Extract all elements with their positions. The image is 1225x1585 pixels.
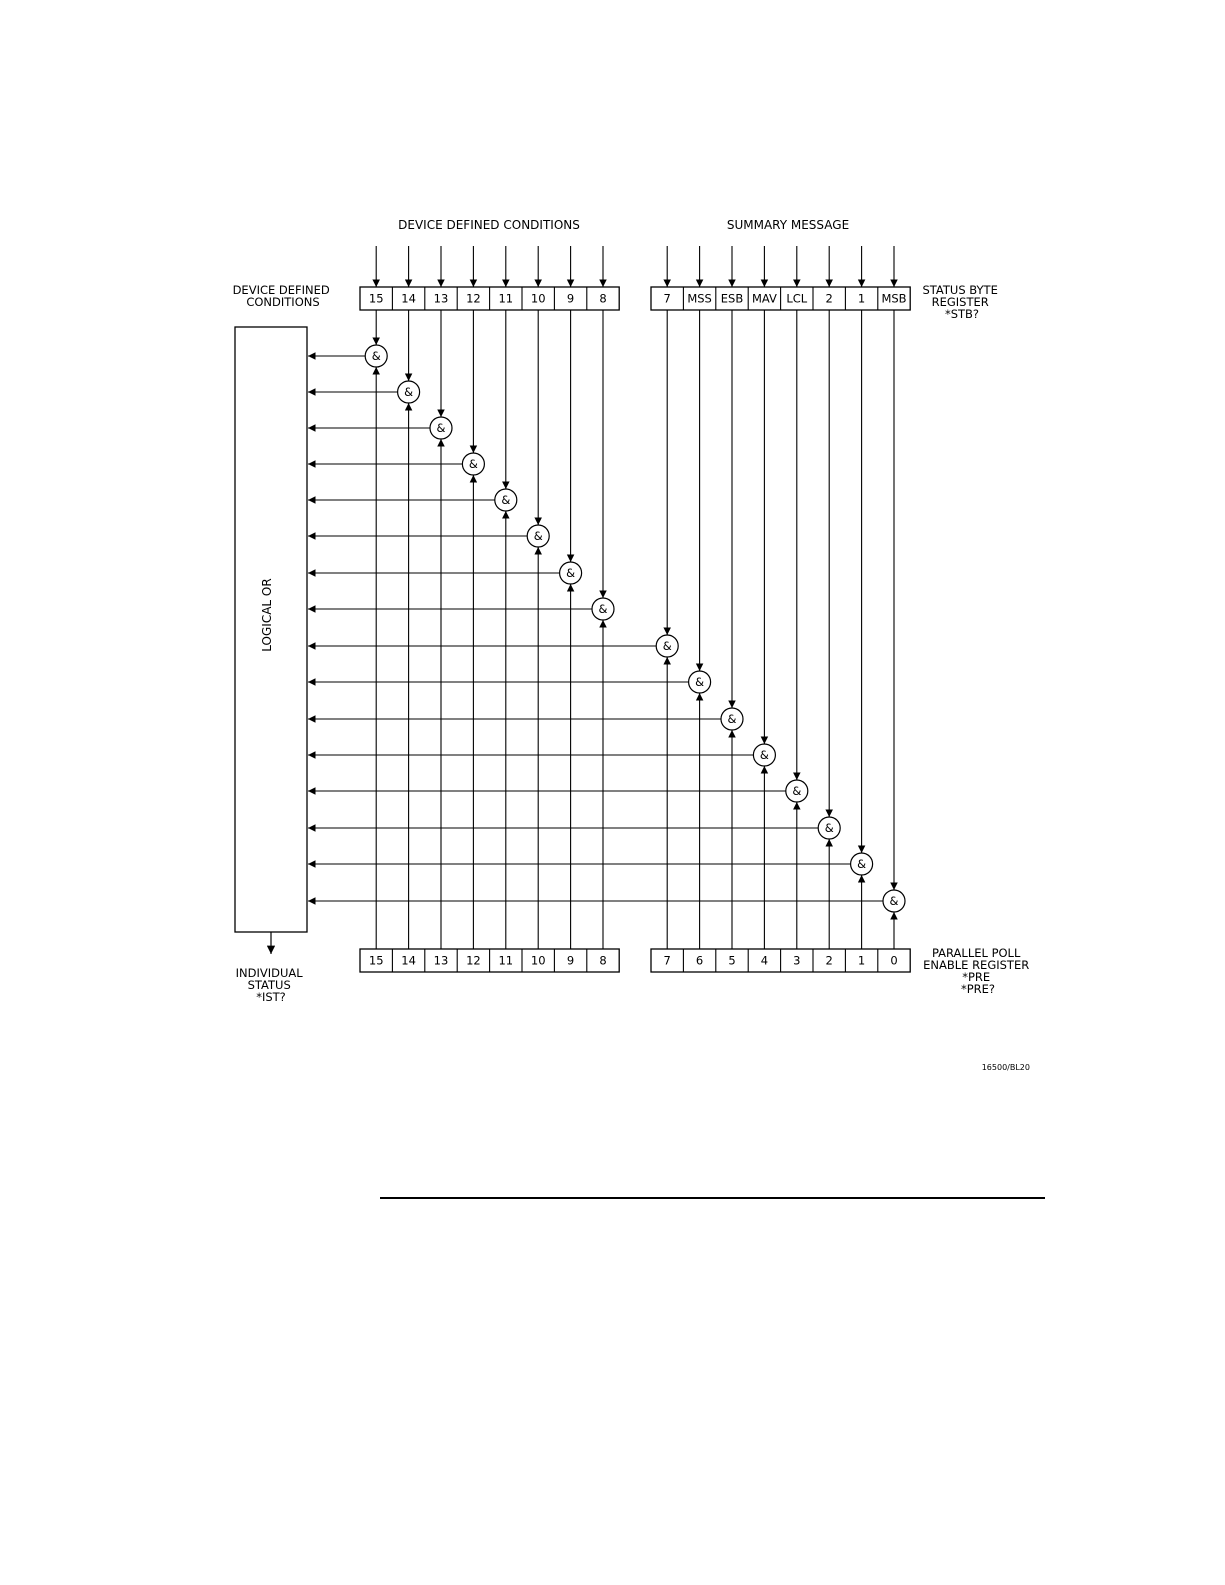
status-byte-bit-cell: 10 bbox=[530, 291, 546, 306]
status-byte-bit-cell: 9 bbox=[566, 291, 575, 306]
enable-bit-cell: 6 bbox=[695, 953, 704, 968]
enable-bit-cell: 1 bbox=[857, 953, 866, 968]
enable-bit-cell: 2 bbox=[825, 953, 833, 968]
logical-or-label: LOGICAL OR bbox=[260, 578, 274, 652]
enable-bit-cell: 10 bbox=[530, 953, 546, 968]
device-defined-conditions-label: DEVICE DEFINED CONDITIONS bbox=[232, 283, 330, 309]
and-gate-symbol: & bbox=[533, 529, 543, 543]
and-gate-symbol: & bbox=[404, 385, 414, 399]
status-byte-bit-cell: 14 bbox=[401, 291, 416, 306]
status-byte-bit-cell: MAV bbox=[751, 291, 777, 306]
and-gate-symbol: & bbox=[727, 712, 737, 726]
status-byte-bit-cell: 12 bbox=[466, 291, 481, 306]
status-byte-register-label: STATUS BYTE REGISTER *STB? bbox=[922, 283, 998, 321]
status-byte-register-high bbox=[360, 287, 619, 310]
and-gate-symbol: & bbox=[695, 675, 705, 689]
and-gate-symbol: & bbox=[662, 639, 672, 653]
and-gates bbox=[365, 345, 905, 912]
enable-register-low bbox=[651, 949, 910, 972]
and-gate-symbol: & bbox=[436, 421, 446, 435]
summary-message-heading: SUMMARY MESSAGE bbox=[726, 218, 850, 232]
and-gate-symbol: & bbox=[598, 602, 608, 616]
enable-bit-cell: 11 bbox=[498, 953, 514, 968]
status-byte-register-low bbox=[651, 287, 910, 310]
status-byte-bit-cell: 8 bbox=[599, 291, 607, 306]
enable-bit-cell: 4 bbox=[760, 953, 769, 968]
status-byte-bit-cell: 13 bbox=[433, 291, 449, 306]
status-byte-bit-cell: ESB bbox=[720, 291, 744, 306]
and-gate-symbol: & bbox=[824, 821, 834, 835]
signal-wires bbox=[308, 246, 894, 949]
enable-bit-cell: 9 bbox=[566, 953, 575, 968]
and-gate-symbol: & bbox=[792, 784, 802, 798]
enable-bit-cell: 7 bbox=[663, 953, 671, 968]
and-gate-symbol: & bbox=[468, 457, 478, 471]
enable-bit-cell: 3 bbox=[793, 953, 801, 968]
status-byte-bit-cell: MSS bbox=[687, 291, 712, 306]
and-gate-symbol: & bbox=[889, 894, 899, 908]
and-gate-symbol: & bbox=[501, 493, 511, 507]
figure-id: 16500/BL20 bbox=[981, 1063, 1030, 1072]
individual-status-label: INDIVIDUAL STATUS *IST? bbox=[235, 966, 303, 1004]
enable-register-high bbox=[360, 949, 619, 972]
enable-bit-cell: 12 bbox=[466, 953, 481, 968]
status-byte-bit-cell: MSB bbox=[881, 291, 907, 306]
parallel-poll-enable-register-label: PARALLEL POLL ENABLE REGISTER *PRE *PRE? bbox=[923, 946, 1030, 996]
enable-bit-cell: 8 bbox=[599, 953, 607, 968]
status-byte-bit-cell: 15 bbox=[368, 291, 384, 306]
page-rule bbox=[380, 1197, 1045, 1199]
status-byte-bit-cell: 7 bbox=[663, 291, 671, 306]
enable-bit-cell: 15 bbox=[368, 953, 384, 968]
status-byte-bit-cell: LCL bbox=[786, 291, 808, 306]
and-gate-symbol: & bbox=[759, 748, 769, 762]
enable-bit-cell: 13 bbox=[433, 953, 449, 968]
and-gate-symbol: & bbox=[857, 857, 867, 871]
and-gate-symbol: & bbox=[371, 349, 381, 363]
enable-bit-cell: 0 bbox=[890, 953, 898, 968]
enable-bit-cell: 14 bbox=[401, 953, 416, 968]
status-byte-bit-cell: 2 bbox=[825, 291, 833, 306]
device-defined-conditions-heading: DEVICE DEFINED CONDITIONS bbox=[398, 218, 580, 232]
and-gate-symbol: & bbox=[566, 566, 576, 580]
status-byte-bit-cell: 1 bbox=[857, 291, 866, 306]
status-byte-bit-cell: 11 bbox=[498, 291, 514, 306]
enable-bit-cell: 5 bbox=[728, 953, 736, 968]
